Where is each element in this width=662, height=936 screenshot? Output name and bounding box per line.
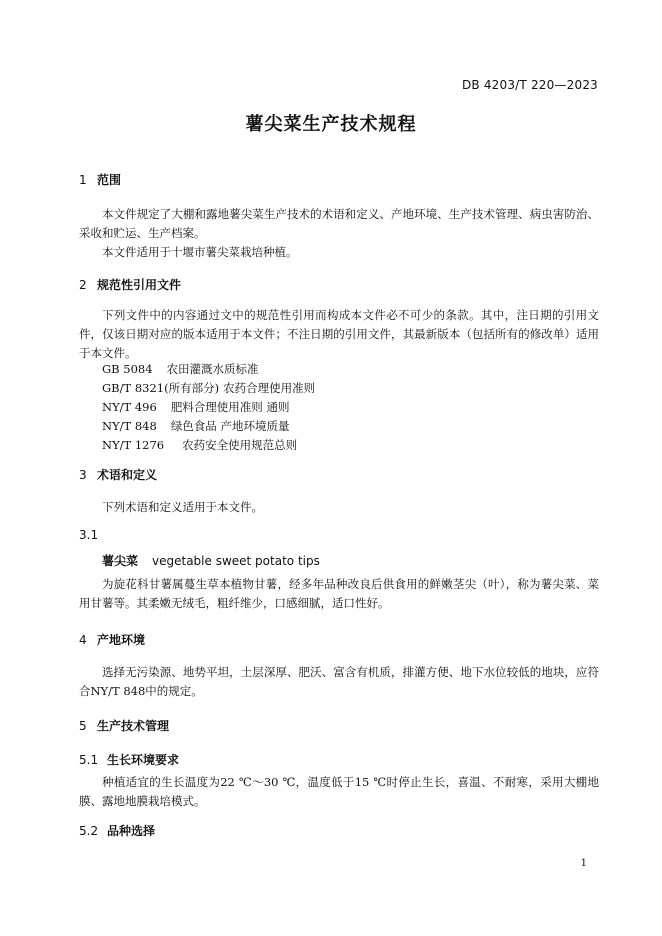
- reference-item: [102, 417, 315, 436]
- section-heading-management: [79, 717, 169, 734]
- reference-item: [102, 398, 315, 417]
- section-number: 4: [79, 633, 87, 647]
- scope-paragraph-1: 本文件规定了大棚和露地薯尖菜生产技术的术语和定义、产地环境、生产技术管理、病虫害防治、采收和贮运、生产档案。: [79, 207, 599, 240]
- subsection-title: 品种选择: [107, 824, 156, 838]
- term-definition: 为旋花科甘薯属蔓生草本植物甘薯，经多年品种改良后供食用的鲜嫩茎尖（叶），称为薯尖菜、菜用甘薯等。其柔嫩无绒毛，粗纤维少，口感细腻，适口性好。: [79, 577, 599, 610]
- section-heading-environment: [79, 631, 145, 648]
- page-number: 1: [580, 858, 587, 869]
- term-name-zh: 薯尖菜: [102, 554, 139, 568]
- section-heading-normative: [79, 276, 181, 293]
- scope-paragraph-2: 本文件适用于十堰市薯尖菜栽培种植。: [102, 245, 298, 259]
- subsection-title: 生长环境要求: [107, 753, 180, 767]
- reference-name: 绿色食品 产地环境质量: [170, 419, 290, 433]
- term-entry: [102, 552, 320, 569]
- term-number: 3.1: [79, 528, 99, 542]
- term-name-en: vegetable sweet potato tips: [152, 554, 320, 568]
- environment-paragraph: 选择无污染源、地势平坦，土层深厚、肥沃、富含有机质，排灌方便、地下水位较低的地块，应符合NY/T 848中的规定。: [79, 665, 599, 698]
- section-title: 生产技术管理: [97, 719, 170, 733]
- section-title: 规范性引用文件: [97, 278, 182, 292]
- reference-item: [102, 360, 315, 379]
- reference-list: [102, 360, 315, 455]
- section-title: 范围: [97, 173, 122, 187]
- section-heading-terms: [79, 466, 157, 483]
- reference-name: 肥料合理使用准则 通则: [170, 400, 290, 414]
- reference-item: [102, 379, 315, 398]
- reference-name: 农田灌溉水质标准: [166, 362, 259, 376]
- subsection-number: 5.1: [79, 753, 99, 767]
- section-heading-scope: [79, 171, 121, 188]
- section-number: 5: [79, 719, 87, 733]
- reference-code: NY/T 848: [102, 419, 157, 433]
- document-code: DB 4203/T 220—2023: [461, 78, 598, 92]
- section-title: 术语和定义: [97, 468, 158, 482]
- section-number: 1: [79, 173, 87, 187]
- subsection-heading-variety-selection: [79, 822, 155, 839]
- reference-code: NY/T 1276: [102, 438, 165, 452]
- reference-code: GB/T 8321(所有部分): [102, 381, 220, 395]
- reference-code: GB 5084: [102, 362, 153, 376]
- subsection-number: 5.2: [79, 824, 99, 838]
- growth-environment-paragraph: 种植适宜的生长温度为22 ℃～30 ℃，温度低于15 ℃时停止生长，喜温、不耐寒，采用大棚地膜、露地地膜栽培模式。: [79, 775, 599, 808]
- section-number: 3: [79, 468, 87, 482]
- normative-paragraph: 下列文件中的内容通过文中的规范性引用而构成本文件必不可少的条款。其中，注日期的引用文件，仅该日期对应的版本适用于本文件；不注日期的引用文件，其最新版本（包括所有的修改单）适用于本文件。: [79, 308, 599, 360]
- terms-paragraph: 下列术语和定义适用于本文件。: [102, 500, 263, 514]
- subsection-heading-growth-environment: [79, 751, 179, 768]
- section-number: 2: [79, 278, 87, 292]
- reference-code: NY/T 496: [102, 400, 157, 414]
- reference-name: 农药合理使用准则: [223, 381, 316, 395]
- reference-item: [102, 436, 315, 455]
- section-title: 产地环境: [97, 633, 146, 647]
- document-title: 薯尖菜生产技术规程: [245, 114, 417, 135]
- reference-name: 农药安全使用规范总则: [182, 438, 298, 452]
